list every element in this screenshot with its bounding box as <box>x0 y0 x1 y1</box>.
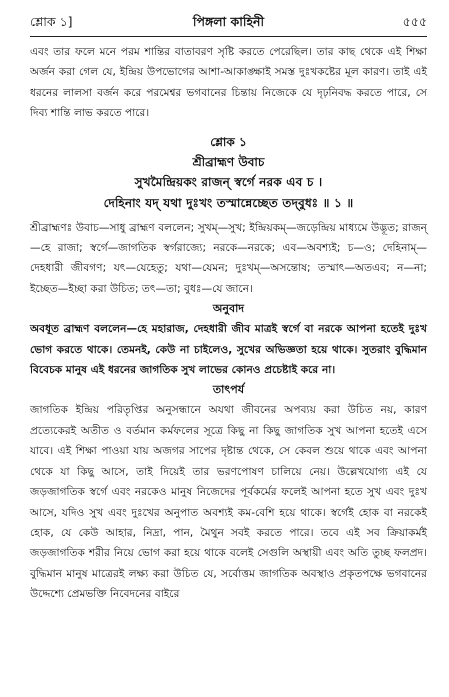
intro-paragraph: এবং তার ফলে মনে পরম শান্তির বাতাবরণ সৃষ্টি করতে পেরেছিল। তার কাছ থেকে এই শিক্ষা অর্জন করা গেল যে, ইন্দ্রিয় উপভোগের আশা-আকাঙ্ক্ষাই সমস্ত দুঃখকষ্টের মূল কারণ। তাই এই ধরনের লালসা বর্জন করে পরমেশ্বর ভগবানের চিন্তায় নিজেকে যে দৃঢ়নিবদ্ধ করতে পারে, সে দিব্য শান্তি লাভ করতে পারে। <box>30 46 427 120</box>
verse-title: শ্লোক ১ <box>210 134 247 149</box>
page-body <box>30 42 427 605</box>
translation-paragraph: অবধূত ব্রাহ্মণ বললেন—হে মহারাজ, দেহধারী জীব মাত্রই স্বর্গে বা নরকে আপনা হতেই দুঃখ ভোগ করতে থাকে। তেমনই, কেউ না চাইলেও, সুখের অভিজ্ঞতা হয়ে থাকে। সুতরাং বুদ্ধিমান বিবেচক মানুষ এই ধরনের জাগতিক সুখ লাভের কোনও প্রচেষ্টাই করে না। <box>30 323 427 377</box>
verse-line-2: দেহিনাং যদ্ যথা দুঃখং তস্মান্নেচ্ছেত তদ্‌বুধঃ ॥ ১ ॥ <box>103 195 354 210</box>
header-rule <box>30 36 427 37</box>
header-chapter-title: পিঙ্গলা কাহিনী <box>192 14 265 29</box>
purport-heading: তাৎপর্য <box>212 383 245 397</box>
page-header <box>30 14 427 36</box>
purport-paragraph: জাগতিক ইন্দ্রিয় পরিতৃপ্তির অনুসন্ধানে অযথা জীবনের অপব্যয় করা উচিত নয়, কারণ প্রত্যেকেরই অতীত ও বর্তমান কর্মফলের সূত্রে কিছু না কিছু জাগতিক সুখ আপনা হতেই এসে যাবে। এই শিক্ষা পাওয়া যায় অজগর সাপের দৃষ্টান্ত থেকে, সে কেবল শুয়ে থাকে এবং আপনা থেকে যা কিছু আসে, তাই দিয়েই তার ভরণপোষণ চালিয়ে নেয়। উল্লেখযোগ্য এই যে জড়জাগতিক স্বর্গে এবং নরকেও মানুষ নিজেদের পূর্বকর্মের ফলেই আপনা হতে সুখ এবং দুঃখ আসে, যদিও সুখ এবং দুঃখের অনুপাত অবশ্যই কম-বেশি হয়ে থাকে। স্বর্গেই হোক বা নরকেই হোক, যে কেউ আহার, নিদ্রা, পান, মৈথুন সবই করতে পারে। তবে এই সব ক্রিয়াকর্মই জড়জাগতিক শরীর নিয়ে ভোগ করা হয়ে থাকে বলেই সেগুলি অস্থায়ী এবং অতি তুচ্ছ ফলপ্রদ। বুদ্ধিমান মানুষ মাত্রেরই লক্ষ্য করা উচিত যে, সর্বোত্তম জাগতিক অবস্থাও প্রকৃতপক্ষে ভগবানের উদ্দেশ্যে প্রেমভক্তি নিবেদনের বাইরে <box>30 404 427 601</box>
translation-heading: অনুবাদ <box>212 302 245 316</box>
header-verse-ref: শ্লোক ১] <box>30 14 73 29</box>
verse-line-1: সুখমৈন্দ্রিয়কং রাজন্ স্বর্গে নরক এব চ । <box>134 174 323 189</box>
verse-speaker: শ্রীব্রাহ্মণ উবাচ <box>192 154 265 169</box>
page-number: ৫৫৫ <box>402 14 427 29</box>
synonyms-paragraph: শ্রীব্রাহ্মণঃ উবাচ—সাধু ব্রাহ্মণ বললেন; সুখম্—সুখ; ইন্দ্রিয়কম্—জড়েন্দ্রিয় মাধ্যমে উদ্ভূত; রাজন্—হে রাজা; স্বর্গে—জাগতিক স্বর্গরাজ্যে; নরকে—নরকে; এব—অবশ্যই; চ—ও; দেহিনাম্—দেহধারী জীবগণ; যৎ—যেহেতু; যথা—যেমন; দুঃখম্—অসন্তোষ; তস্মাৎ—অতএব; ন—না; ইচ্ছেত—ইচ্ছা করা উচিত; তৎ—তা; বুধঃ—যে জানে। <box>30 221 427 295</box>
